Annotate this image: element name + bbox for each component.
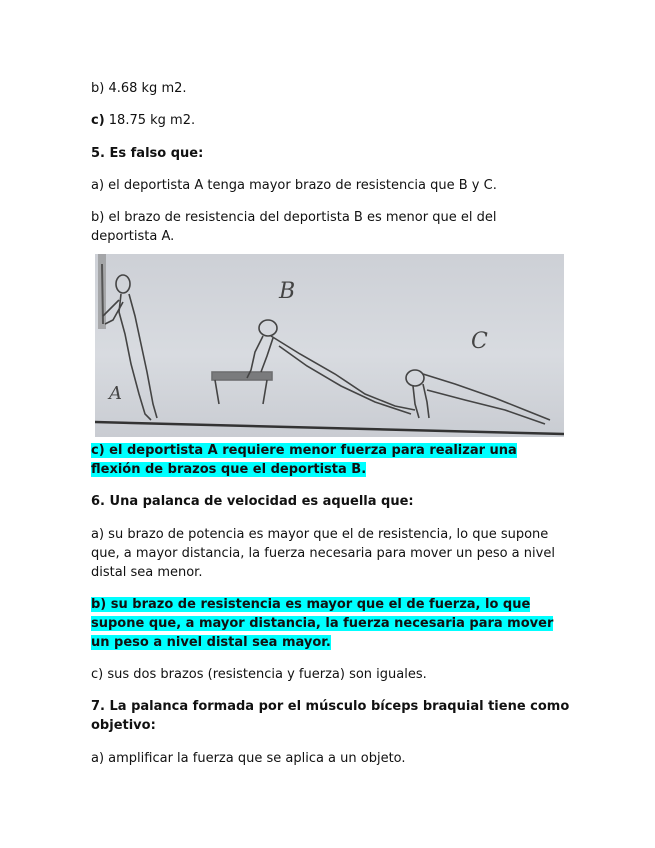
q4-option-b: b) 4.68 kg m2. <box>91 81 187 96</box>
q6-option-b-line3: un peso a nivel distal sea mayor. <box>91 635 331 650</box>
q5-option-a: a) el deportista A tenga mayor brazo de resistencia que B y C. <box>91 178 497 193</box>
q7-question-line2: objetivo: <box>91 718 156 733</box>
q5-option-b-line2: deportista A. <box>91 229 175 244</box>
label-a: A <box>109 383 122 404</box>
athlete-c-figure <box>406 370 550 424</box>
q5-question: 5. Es falso que: <box>91 146 204 161</box>
q5-option-c-line2: flexión de brazos que el deportista B. <box>91 462 367 477</box>
q5-option-c-line1: c) el deportista A requiere menor fuerza para realizar una <box>91 443 517 458</box>
q6-option-b-line1: b) su brazo de resistencia es mayor que el de fuerza, lo que <box>91 597 531 612</box>
q6-option-a-line1: a) su brazo de potencia es mayor que el de resistencia, lo que supone <box>91 527 549 542</box>
q4-option-c-letter: c) <box>91 113 105 128</box>
q6-question: 6. Una palanca de velocidad es aquella que: <box>91 494 414 509</box>
q6-option-a-line2: que, a mayor distancia, la fuerza necesaria para mover un peso a nivel <box>91 546 555 561</box>
athletes-drawing <box>95 254 564 437</box>
q4-option-c-value: 18.75 kg m2. <box>104 113 196 128</box>
label-b: B <box>279 279 296 304</box>
label-c: C <box>471 329 488 354</box>
q5-option-b-line1: b) el brazo de resistencia del deportista B es menor que el del <box>91 210 497 225</box>
q6-option-a-line3: distal sea menor. <box>91 565 203 580</box>
q6-option-c: c) sus dos brazos (resistencia y fuerza) son iguales. <box>91 667 427 682</box>
athletes-figure <box>95 254 564 437</box>
q7-option-a: a) amplificar la fuerza que se aplica a un objeto. <box>91 751 406 766</box>
q4-option-c <box>91 111 195 130</box>
q7-question-line1: 7. La palanca formada por el músculo bíceps braquial tiene como <box>91 699 570 714</box>
athlete-b-figure <box>212 320 415 414</box>
q6-option-b-line2: supone que, a mayor distancia, la fuerza necesaria para mover <box>91 616 554 631</box>
